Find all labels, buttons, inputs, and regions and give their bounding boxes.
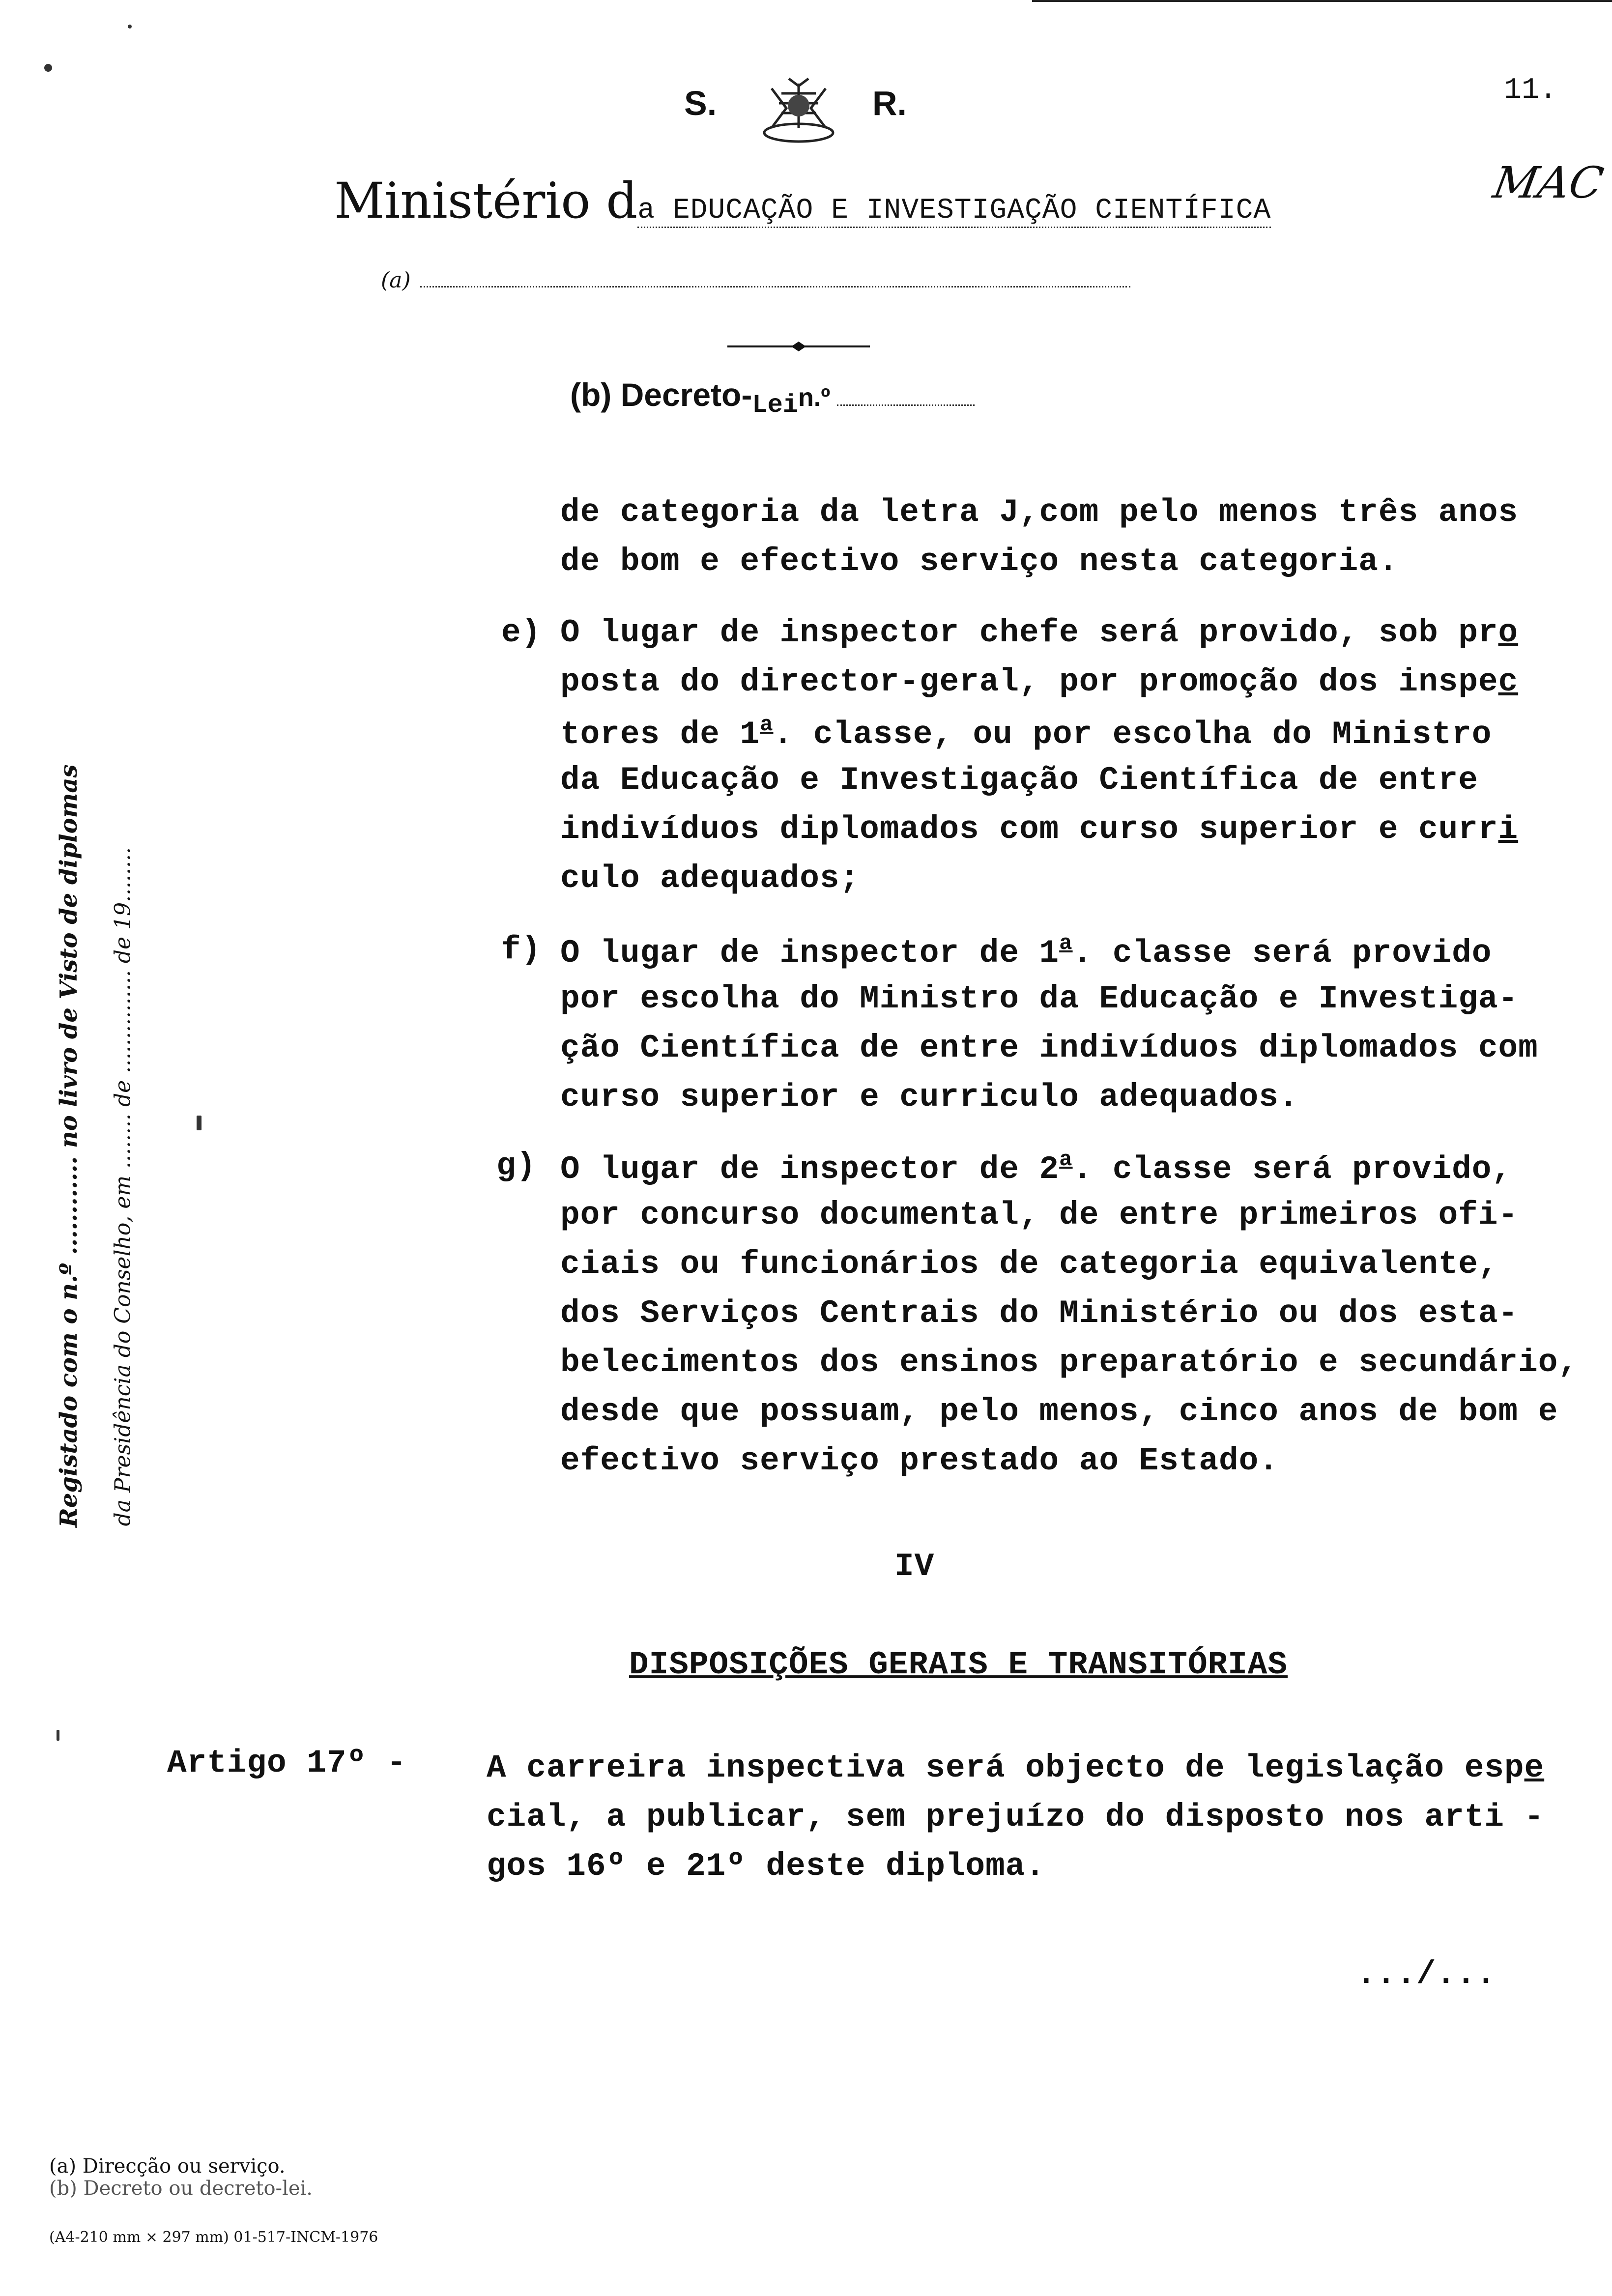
item-g-line-2: por concurso documental, de entre primeiros ofi- [560, 1197, 1519, 1234]
scan-speck [128, 25, 132, 29]
item-g-line-4: dos Serviços Centrais do Ministério ou dos esta- [560, 1295, 1519, 1332]
item-f-line-1: O lugar de inspector de 1$^a$. classe será provido [560, 931, 1492, 972]
item-g-line-1: O lugar de inspector de 2$^a$. classe será provido, [560, 1148, 1512, 1188]
item-g-line-3: ciais ou funcionários de categoria equivalente, [560, 1246, 1498, 1283]
item-e-line-5: indivíduos diplomados com curso superior e curri [560, 811, 1519, 848]
ministry-name: a EDUCAÇÃO E INVESTIGAÇÃO CIENTÍFICA [637, 195, 1271, 228]
item-e-line-1: O lugar de inspector chefe será provido, sob pro [560, 614, 1519, 651]
decree-number-label: n.º [798, 383, 831, 412]
scan-speck [197, 1116, 202, 1130]
item-g-letter: g) [496, 1148, 537, 1184]
item-e-line-4: da Educação e Investigação Científica de entre [560, 762, 1478, 799]
item-e-line-3: tores de 1$^a$. classe, ou por escolha do Ministro [560, 713, 1492, 753]
margin-stamp-line2: da Presidência do Conselho, em ........ de ............... de 19........ [110, 847, 136, 1526]
item-e-letter: e) [501, 614, 542, 651]
ministry-heading [334, 172, 1271, 230]
scan-speck [44, 64, 52, 72]
item-f-letter: f) [501, 931, 542, 968]
seal-right-letter: R. [872, 84, 907, 122]
intro-line-2: de bom e efectivo serviço nesta categoria. [560, 543, 1399, 580]
article-label: Artigo 17º - [167, 1745, 407, 1781]
margin-stamp-line1: Registado com o n.º ............ no livro de Visto de diplomas [55, 764, 83, 1527]
footnote-a: (a) Direcção ou serviço. [49, 2155, 286, 2178]
direction-field [381, 268, 1130, 293]
seal-left-letter: S. [684, 84, 717, 122]
handwritten-initials: MAC [1489, 157, 1608, 208]
item-f-line-2: por escolha do Ministro da Educação e Investiga- [560, 980, 1519, 1017]
coat-of-arms-icon [752, 74, 845, 147]
decree-line [570, 376, 975, 420]
top-rule [1032, 0, 1612, 2]
field-a-blank [420, 286, 1130, 287]
form-code: (A4-210 mm × 297 mm) 01-517-INCM-1976 [49, 2229, 378, 2246]
ministry-prefix: Ministério d [334, 172, 638, 230]
item-e-line-6: culo adequados; [560, 860, 860, 897]
section-number: IV [894, 1548, 935, 1585]
item-f-line-3: ção Científica de entre indivíduos diplomados com [560, 1030, 1538, 1066]
intro-line-1: de categoria da letra J,com pelo menos três anos [560, 494, 1519, 531]
item-e-line-2: posta do director-geral, por promoção dos inspec [560, 663, 1519, 700]
item-g-line-6: desde que possuam, pelo menos, cinco anos de bom e [560, 1393, 1558, 1430]
item-f-line-4: curso superior e curriculo adequados. [560, 1079, 1299, 1116]
item-g-line-7: efectivo serviço prestado ao Estado. [560, 1442, 1279, 1479]
field-a-label: (a) [381, 268, 411, 293]
decree-number-blank [837, 404, 975, 406]
item-g-line-5: belecimentos dos ensinos preparatório e secundário, [560, 1344, 1578, 1381]
article-line-3: gos 16º e 21º deste diploma. [487, 1848, 1045, 1885]
decree-label: (b) Decreto- [570, 376, 752, 413]
article-line-1: A carreira inspectiva será objecto de legislação espe [487, 1750, 1545, 1786]
footnote-b: (b) Decreto ou decreto-lei. [49, 2177, 313, 2200]
article-line-2: cial, a publicar, sem prejuízo do disposto nos arti - [487, 1799, 1545, 1836]
ornament-divider [727, 339, 870, 354]
decree-typed: Lei [752, 391, 798, 420]
scan-speck [57, 1730, 59, 1741]
continuation-mark: .../... [1356, 1956, 1497, 1993]
page-number: 11. [1504, 74, 1557, 107]
section-title: DISPOSIÇÕES GERAIS E TRANSITÓRIAS [629, 1646, 1288, 1683]
